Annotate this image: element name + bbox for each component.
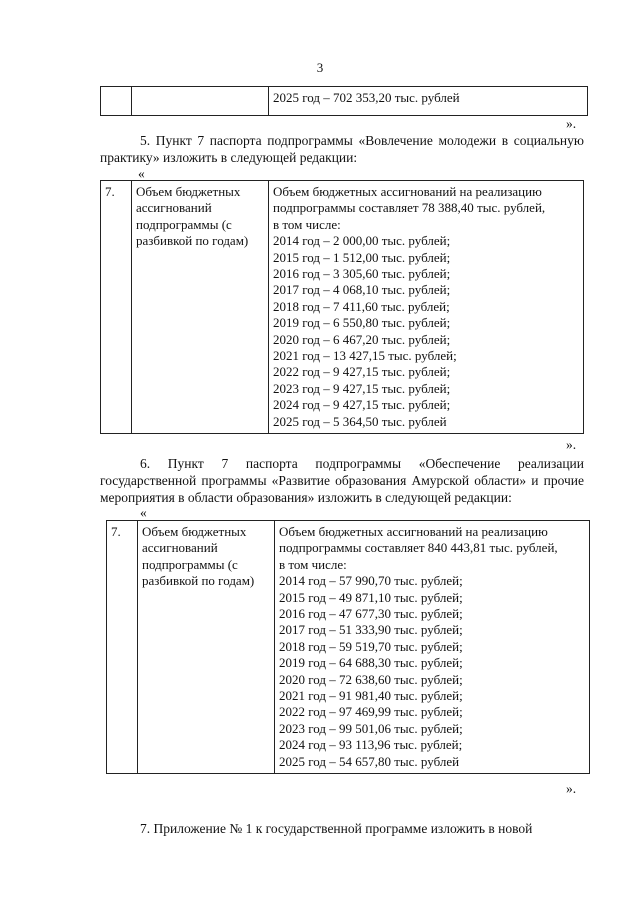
table-row — [101, 181, 584, 434]
table-row — [101, 87, 588, 116]
content-line: 2017 год – 4 068,10 тыс. рублей; — [273, 282, 451, 298]
table-row — [107, 521, 590, 774]
content-line: подпрограммы составляет 78 388,40 тыс. рублей, — [273, 200, 546, 216]
page-number: 3 — [316, 60, 324, 75]
content-line: 2019 год – 6 550,80 тыс. рублей; — [273, 315, 451, 331]
content-line: 2023 год – 9 427,15 тыс. рублей; — [273, 380, 451, 396]
content-line: 2024 год – 9 427,15 тыс. рублей; — [273, 397, 451, 413]
table-continuation — [100, 86, 588, 116]
content-line: 2016 год – 47 677,30 тыс. рублей; — [279, 606, 463, 622]
table-subprogram-youth — [100, 180, 584, 434]
content-line: 2018 год – 7 411,60 тыс. рублей; — [273, 298, 450, 314]
content-line: в том числе: — [273, 216, 341, 232]
content-line: 2023 год – 99 501,06 тыс. рублей; — [279, 720, 463, 736]
content-line: 2015 год – 49 871,10 тыс. рублей; — [279, 589, 463, 605]
content-line: Объем бюджетных ассигнований на реализацию — [273, 184, 542, 199]
content-line: 2022 год – 9 427,15 тыс. рублей; — [273, 364, 451, 380]
opening-quote: « — [140, 505, 147, 520]
content-line: 2022 год – 97 469,99 тыс. рублей; — [279, 704, 463, 720]
closing-quote: ». — [566, 437, 577, 452]
row-name — [132, 87, 269, 116]
content-line: 2020 год – 6 467,20 тыс. рублей; — [273, 331, 451, 347]
content-line: 2015 год – 1 512,00 тыс. рублей; — [273, 249, 451, 265]
content-line: 2017 год – 51 333,90 тыс. рублей; — [279, 622, 463, 638]
content-line: 2021 год – 91 981,40 тыс. рублей; — [279, 688, 463, 704]
content-line: подпрограммы составляет 840 443,81 тыс. рублей, — [279, 540, 558, 556]
content-line: 2016 год – 3 305,60 тыс. рублей; — [273, 266, 451, 282]
content-line: в том числе: — [279, 556, 347, 572]
closing-quote: ». — [566, 781, 577, 796]
paragraph-5: 5. Пункт 7 паспорта подпрограммы «Вовлечение молодежи в социальную практику» изложить в следующей редакции: — [100, 133, 584, 165]
row-content — [275, 521, 590, 774]
paragraph-7: 7. Приложение № 1 к государственной программе изложить в новой — [140, 821, 533, 836]
content-line: 2019 год – 64 688,30 тыс. рублей; — [279, 655, 463, 671]
row-number: 7. — [107, 521, 138, 774]
table-subprogram-education — [106, 520, 590, 774]
opening-quote: « — [138, 166, 145, 181]
content-line: 2025 год – 5 364,50 тыс. рублей — [273, 413, 447, 429]
content-line: 2025 год – 54 657,80 тыс. рублей — [279, 753, 460, 769]
content-line: 2021 год – 13 427,15 тыс. рублей; — [273, 348, 457, 364]
content-line: 2014 год – 2 000,00 тыс. рублей; — [273, 233, 451, 249]
content-line: 2020 год – 72 638,60 тыс. рублей; — [279, 671, 463, 687]
row-content: 2025 год – 702 353,20 тыс. рублей — [269, 87, 588, 116]
content-line: 2018 год – 59 519,70 тыс. рублей; — [279, 638, 463, 654]
row-name: Объем бюджетных ассигнований подпрограммы (с разбивкой по годам) — [132, 181, 269, 434]
row-name: Объем бюджетных ассигнований подпрограммы (с разбивкой по годам) — [138, 521, 275, 774]
paragraph-6: 6. Пункт 7 паспорта подпрограммы «Обеспечение реализации государственной программы «Развитие образования Амурской области» и прочие мероприятия в области образования» изложить в следующей редакции: — [100, 456, 584, 505]
closing-quote: ». — [566, 116, 577, 131]
row-number: 7. — [101, 181, 132, 434]
row-content — [269, 181, 584, 434]
content-line: 2014 год – 57 990,70 тыс. рублей; — [279, 573, 463, 589]
content-line: 2024 год – 93 113,96 тыс. рублей; — [279, 737, 463, 753]
row-number — [101, 87, 132, 116]
content-line: Объем бюджетных ассигнований на реализацию — [279, 524, 548, 539]
